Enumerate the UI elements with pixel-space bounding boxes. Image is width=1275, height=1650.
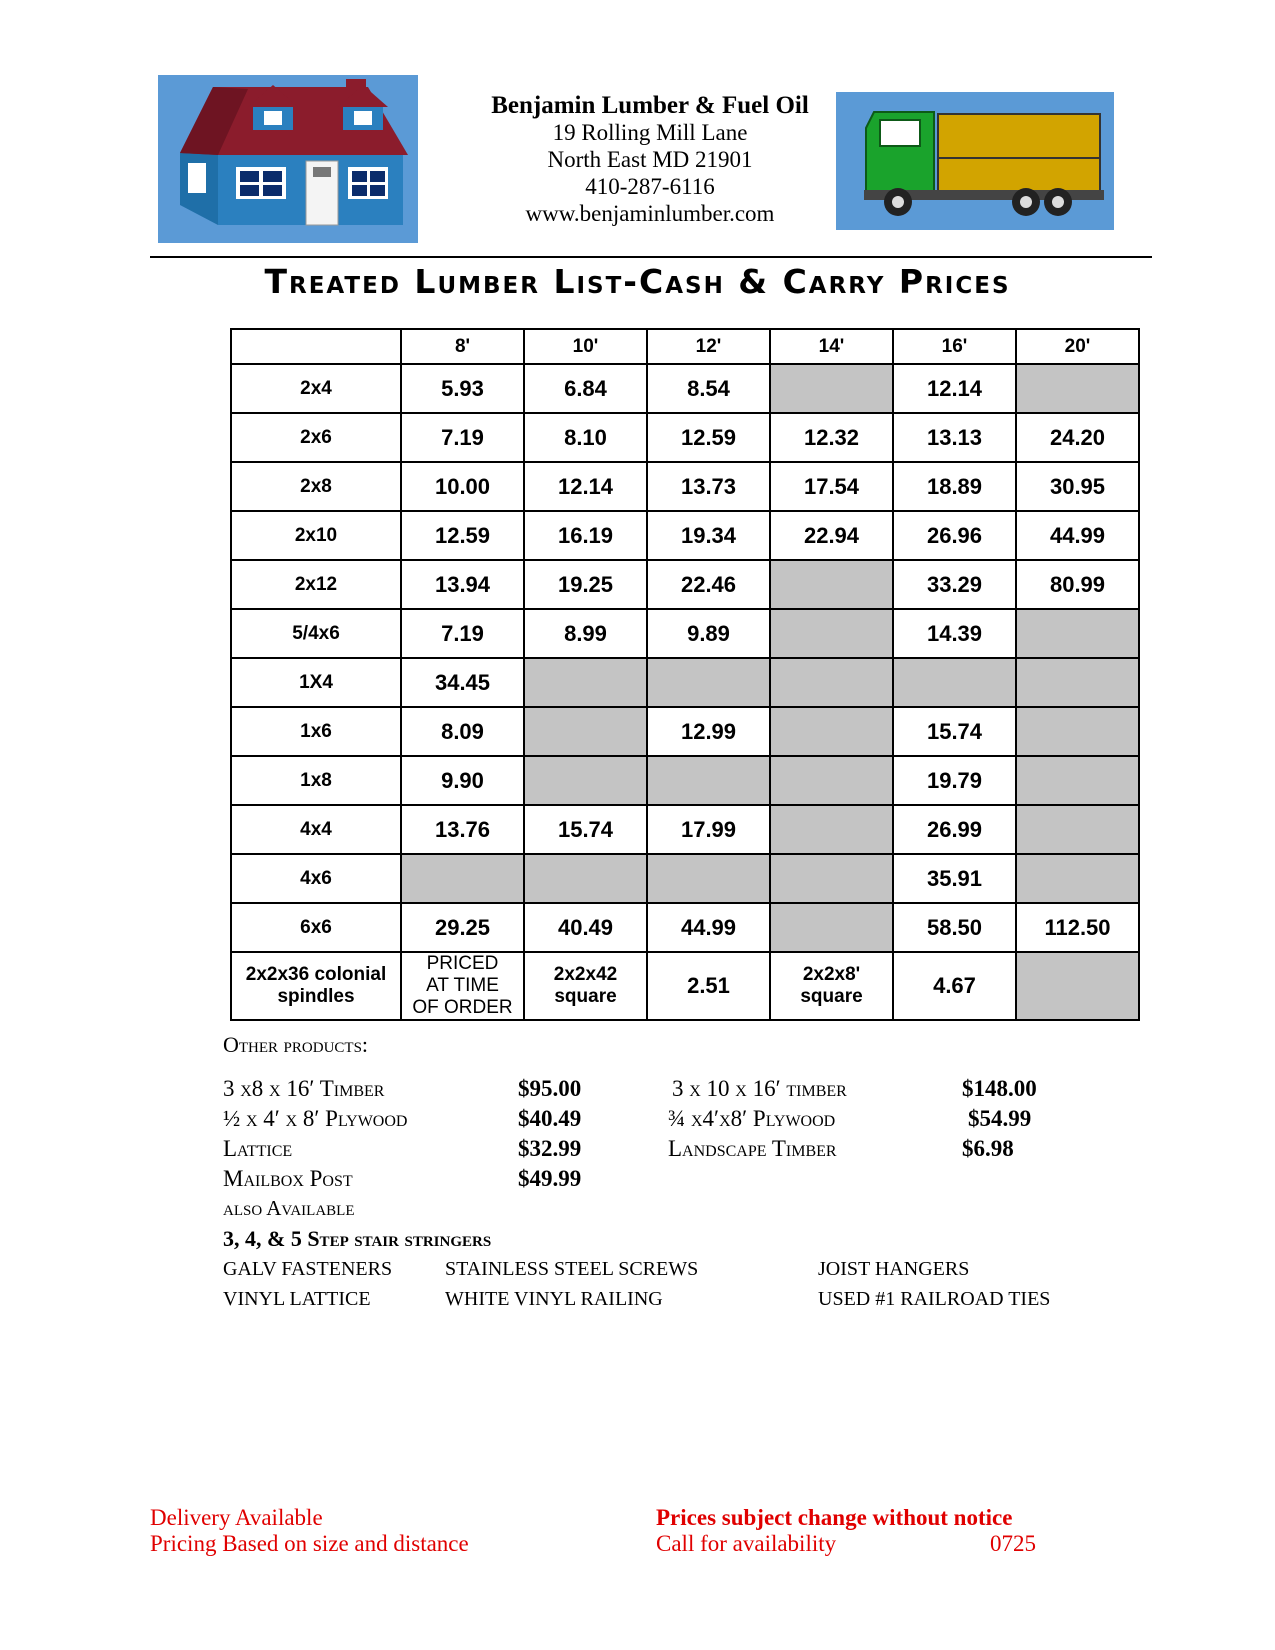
header-cell-8: 8' (401, 329, 524, 364)
other-products-heading: Other products: (223, 1032, 369, 1057)
company-info (430, 92, 870, 227)
price-cell: 19.79 (893, 756, 1016, 805)
row-label: 1x8 (231, 756, 401, 805)
company-phone: 410-287-6116 (585, 174, 715, 199)
row-label: 6x6 (231, 903, 401, 952)
row-label: 2x12 (231, 560, 401, 609)
table-row-spindles (231, 952, 1139, 1020)
product-name: 3 x 10 x 16′ timber (672, 1076, 847, 1101)
form-code: 0725 (990, 1531, 1036, 1556)
row-label (231, 952, 401, 1020)
square-8-label-cell (770, 952, 893, 1020)
row-label: 2x6 (231, 413, 401, 462)
product-price: $32.99 (518, 1136, 582, 1161)
price-cell: 16.19 (524, 511, 647, 560)
price-cell: 112.50 (1016, 903, 1139, 952)
empty-cell (524, 707, 647, 756)
table-row (231, 609, 1139, 658)
price-cell: 9.89 (647, 609, 770, 658)
price-cell: 12.59 (401, 511, 524, 560)
price-cell: 12.59 (647, 413, 770, 462)
priced-line: AT TIME (426, 975, 499, 996)
empty-cell (401, 854, 524, 903)
price-cell: 17.99 (647, 805, 770, 854)
price-cell: 58.50 (893, 903, 1016, 952)
price-table (230, 328, 1140, 1021)
extra-item: STAINLESS STEEL SCREWS (445, 1258, 699, 1280)
price-cell: 12.14 (893, 364, 1016, 413)
priced-line: PRICED (426, 953, 499, 974)
row-label-line: spindles (277, 986, 355, 1007)
company-name: Benjamin Lumber & Fuel Oil (491, 92, 809, 119)
price-cell: 13.73 (647, 462, 770, 511)
empty-cell (1016, 364, 1139, 413)
price-cell: 6.84 (524, 364, 647, 413)
house-logo (158, 75, 418, 243)
empty-cell (770, 658, 893, 707)
square-label-line: 2x2x8' (802, 964, 861, 985)
row-label: 1x6 (231, 707, 401, 756)
product-name: Mailbox Post (223, 1166, 353, 1191)
square-42-label-cell (524, 952, 647, 1020)
price-cell: 8.10 (524, 413, 647, 462)
empty-cell (1016, 952, 1139, 1020)
row-label: 2x4 (231, 364, 401, 413)
header-cell-12: 12' (647, 329, 770, 364)
square-label-line: square (800, 986, 863, 1007)
empty-cell (524, 756, 647, 805)
empty-cell (770, 560, 893, 609)
extra-item: GALV FASTENERS (223, 1258, 393, 1280)
price-cell: 15.74 (524, 805, 647, 854)
empty-cell (1016, 609, 1139, 658)
product-price: $40.49 (518, 1106, 582, 1131)
product-name: ½ x 4′ x 8′ Plywood (223, 1106, 408, 1131)
prices-notice-text: Prices subject change without notice (656, 1505, 1013, 1530)
price-cell: 18.89 (893, 462, 1016, 511)
table-row (231, 854, 1139, 903)
empty-cell (524, 658, 647, 707)
empty-cell (647, 854, 770, 903)
header-cell-20: 20' (1016, 329, 1139, 364)
extra-item: USED #1 RAILROAD TIES (818, 1288, 1051, 1310)
page-title: Treated Lumber List-Cash & Carry Prices (264, 262, 1011, 301)
table-row (231, 462, 1139, 511)
price-cell: 15.74 (893, 707, 1016, 756)
house-icon (158, 75, 418, 243)
product-name: Lattice (223, 1136, 293, 1161)
price-table-body (231, 364, 1139, 952)
product-price: $148.00 (962, 1076, 1037, 1101)
header-cell-10: 10' (524, 329, 647, 364)
price-cell: 7.19 (401, 609, 524, 658)
table-row (231, 756, 1139, 805)
row-label: 5/4x6 (231, 609, 401, 658)
footer-left (150, 1505, 469, 1557)
empty-cell (1016, 805, 1139, 854)
price-cell: 12.14 (524, 462, 647, 511)
extra-item: VINYL LATTICE (223, 1288, 371, 1310)
empty-cell (1016, 756, 1139, 805)
company-address-line2: North East MD 21901 (547, 147, 753, 172)
company-website: www.benjaminlumber.com (525, 201, 775, 226)
footer-right (656, 1505, 1012, 1557)
empty-cell (893, 658, 1016, 707)
priced-at-time-cell (401, 952, 524, 1020)
table-row (231, 805, 1139, 854)
empty-cell (770, 805, 893, 854)
empty-cell (647, 658, 770, 707)
empty-cell (770, 609, 893, 658)
price-cell: 7.19 (401, 413, 524, 462)
product-name: ¾ x4′x8′ Plywood (668, 1106, 836, 1131)
price-cell: 17.54 (770, 462, 893, 511)
price-cell: 22.94 (770, 511, 893, 560)
empty-cell (1016, 707, 1139, 756)
square-42-price-cell: 2.51 (647, 952, 770, 1020)
product-price: $95.00 (518, 1076, 582, 1101)
square-label-line: square (554, 986, 617, 1007)
company-address-line1: 19 Rolling Mill Lane (552, 120, 748, 145)
price-cell: 13.13 (893, 413, 1016, 462)
pricing-based-text: Pricing Based on size and distance (150, 1531, 469, 1556)
product-price: $49.99 (518, 1166, 582, 1191)
empty-cell (647, 756, 770, 805)
row-label: 2x8 (231, 462, 401, 511)
price-cell: 19.34 (647, 511, 770, 560)
price-cell: 10.00 (401, 462, 524, 511)
empty-cell (770, 707, 893, 756)
price-cell: 26.99 (893, 805, 1016, 854)
extra-item: WHITE VINYL RAILING (445, 1288, 663, 1310)
table-header-row (231, 329, 1139, 364)
row-label: 2x10 (231, 511, 401, 560)
price-cell: 12.32 (770, 413, 893, 462)
priced-line: OF ORDER (412, 997, 513, 1018)
stair-stringers-label: 3, 4, & 5 Step stair stringers (223, 1226, 492, 1251)
price-cell: 44.99 (1016, 511, 1139, 560)
table-row (231, 658, 1139, 707)
header-divider (150, 256, 1152, 258)
header-cell-14: 14' (770, 329, 893, 364)
table-row (231, 707, 1139, 756)
price-cell: 33.29 (893, 560, 1016, 609)
product-name: Landscape Timber (668, 1136, 837, 1161)
row-label: 4x6 (231, 854, 401, 903)
empty-cell (770, 364, 893, 413)
delivery-available-text: Delivery Available (150, 1505, 323, 1530)
price-cell: 80.99 (1016, 560, 1139, 609)
table-row (231, 903, 1139, 952)
price-cell: 44.99 (647, 903, 770, 952)
price-cell: 13.94 (401, 560, 524, 609)
empty-cell (524, 854, 647, 903)
truck-icon (836, 92, 1114, 230)
row-label: 4x4 (231, 805, 401, 854)
price-cell: 34.45 (401, 658, 524, 707)
extra-item: JOIST HANGERS (818, 1258, 970, 1280)
table-row (231, 560, 1139, 609)
product-price: $54.99 (968, 1106, 1032, 1131)
row-label: 1X4 (231, 658, 401, 707)
table-row (231, 511, 1139, 560)
price-cell: 19.25 (524, 560, 647, 609)
price-cell: 26.96 (893, 511, 1016, 560)
price-cell: 8.99 (524, 609, 647, 658)
price-cell: 24.20 (1016, 413, 1139, 462)
price-cell: 8.54 (647, 364, 770, 413)
price-cell: 5.93 (401, 364, 524, 413)
header-cell-16: 16' (893, 329, 1016, 364)
call-availability-text: Call for availability (656, 1531, 837, 1556)
price-cell: 12.99 (647, 707, 770, 756)
price-cell: 35.91 (893, 854, 1016, 903)
empty-cell (770, 756, 893, 805)
header-cell (231, 329, 401, 364)
price-cell: 40.49 (524, 903, 647, 952)
price-cell: 30.95 (1016, 462, 1139, 511)
table-row (231, 364, 1139, 413)
empty-cell (770, 903, 893, 952)
price-cell: 29.25 (401, 903, 524, 952)
price-cell: 8.09 (401, 707, 524, 756)
price-cell: 13.76 (401, 805, 524, 854)
empty-cell (1016, 658, 1139, 707)
price-cell: 14.39 (893, 609, 1016, 658)
price-cell: 22.46 (647, 560, 770, 609)
empty-cell (1016, 854, 1139, 903)
product-name: 3 x8 x 16′ Timber (223, 1076, 385, 1101)
row-label-line: 2x2x36 colonial (245, 964, 387, 985)
also-available-label: also Available (223, 1196, 355, 1220)
square-8-price-cell: 4.67 (893, 952, 1016, 1020)
price-cell: 9.90 (401, 756, 524, 805)
empty-cell (770, 854, 893, 903)
truck-logo (836, 92, 1114, 230)
product-price: $6.98 (962, 1136, 1014, 1161)
table-row (231, 413, 1139, 462)
square-label-line: 2x2x42 (553, 964, 618, 985)
